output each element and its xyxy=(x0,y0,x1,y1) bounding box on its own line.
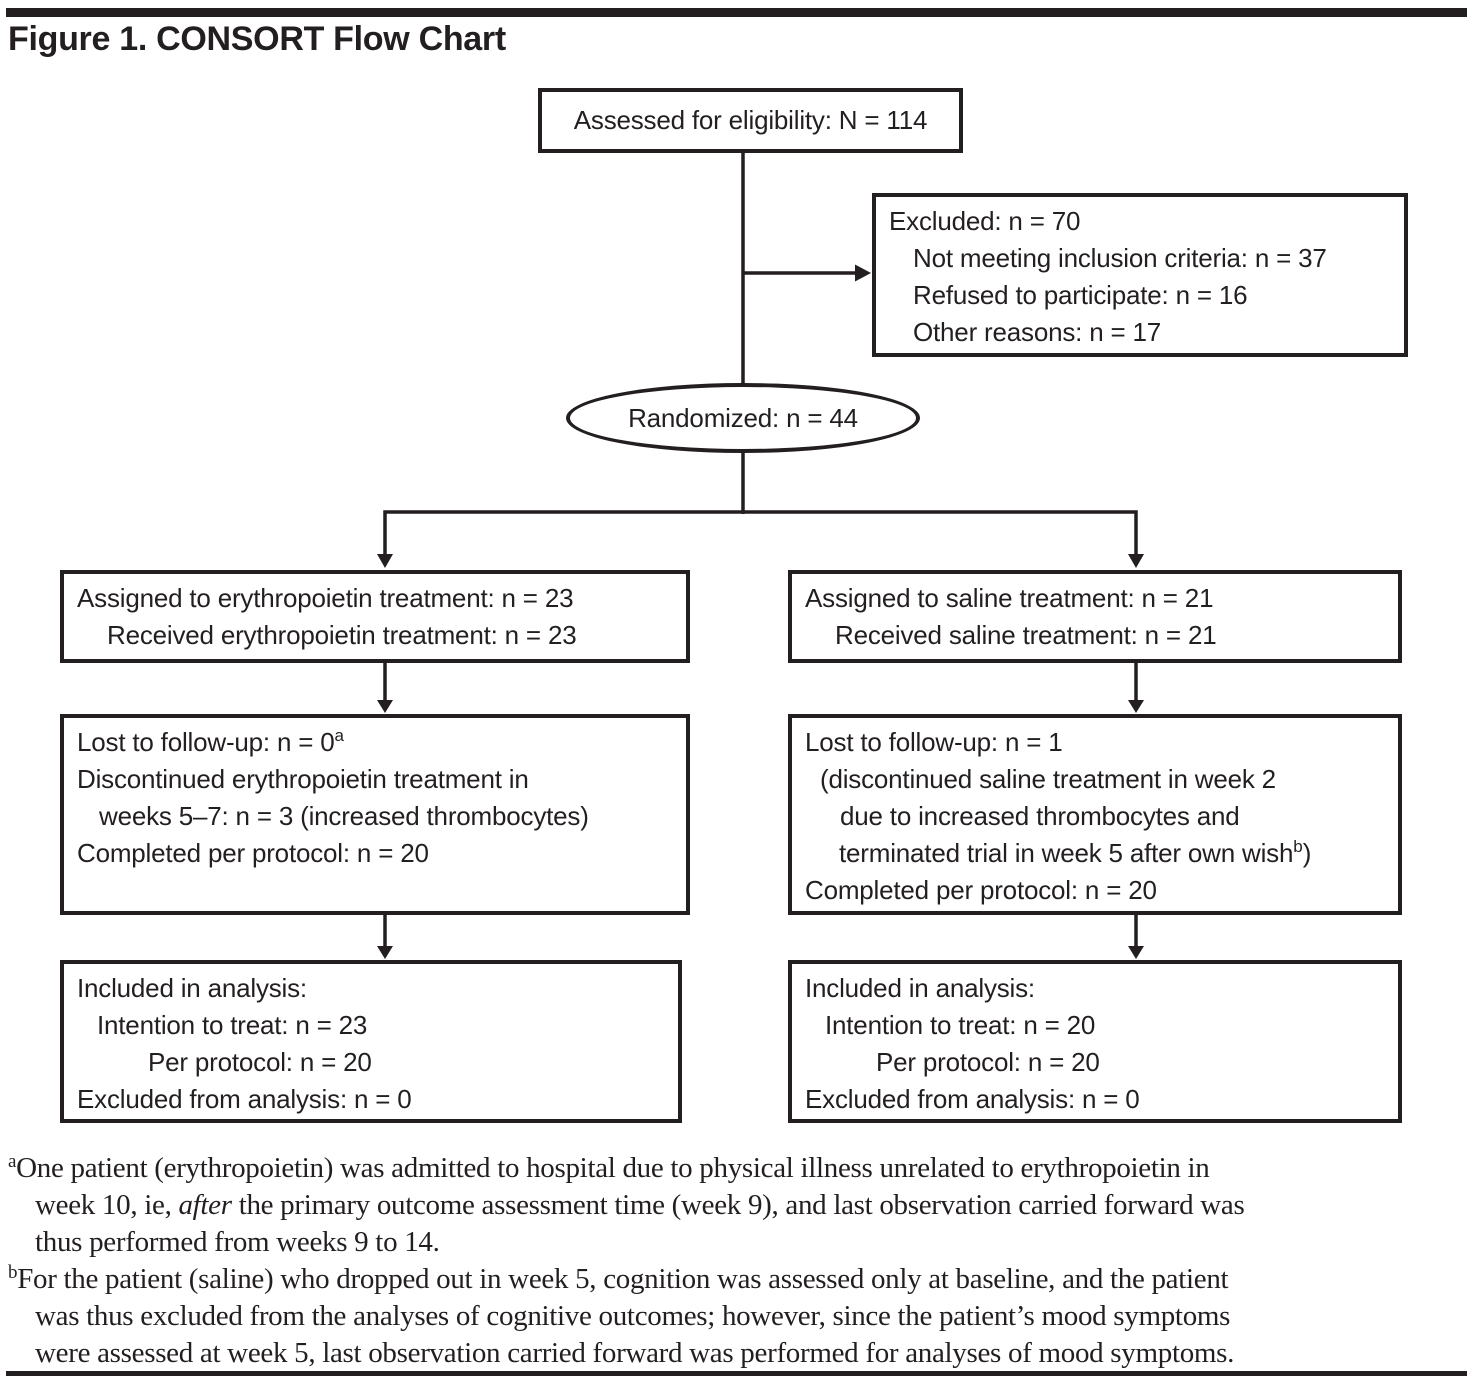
arrowhead-analysis-right xyxy=(1128,946,1144,959)
box-line: Excluded from analysis: n = 0 xyxy=(805,1084,1140,1114)
footnote-line xyxy=(8,1335,1470,1372)
branch-arrowhead-left xyxy=(377,554,393,568)
footnote-text-italic: after xyxy=(178,1189,232,1221)
footnote-line xyxy=(8,1150,1470,1187)
footnote-line xyxy=(8,1298,1470,1335)
box-line: Assigned to saline treatment: n = 21 xyxy=(805,583,1214,613)
excluded-box xyxy=(872,193,1408,357)
branch-line xyxy=(385,512,1136,555)
randomized-ellipse xyxy=(566,383,920,453)
footnote-marker-b: b xyxy=(8,1262,18,1283)
superscript-b: b xyxy=(1293,837,1303,856)
excluded-arrowhead xyxy=(855,265,871,282)
footnote-b xyxy=(8,1261,1470,1372)
footnote-text: was thus excluded from the analyses of cognitive outcomes; however, since the patient’s mood symptoms xyxy=(35,1300,1231,1332)
footnote-a xyxy=(8,1150,1470,1261)
box-line: Discontinued erythropoietin treatment in xyxy=(77,764,529,794)
box-line: Per protocol: n = 20 xyxy=(876,1047,1100,1077)
lost-saline-box xyxy=(788,714,1402,915)
superscript-a: a xyxy=(334,726,344,745)
footnote-text: thus performed from weeks 9 to 14. xyxy=(35,1226,440,1258)
analysis-saline-box xyxy=(788,960,1402,1123)
footnote-line xyxy=(8,1224,1470,1261)
footnote-text: One patient (erythropoietin) was admitted to hospital due to physical illness unrelated to erythropoietin in xyxy=(16,1152,1210,1184)
box-line-text: Lost to follow-up: n = 0 xyxy=(77,727,335,757)
box-line-text: ) xyxy=(1302,838,1312,868)
box-line: Per protocol: n = 20 xyxy=(148,1047,372,1077)
box-line xyxy=(77,724,678,761)
box-line: Included in analysis: xyxy=(805,973,1035,1003)
box-line: Refused to participate: n = 16 xyxy=(913,280,1248,310)
assessed-box xyxy=(538,88,963,153)
analysis-epo-box xyxy=(60,960,682,1123)
box-line: due to increased thrombocytes and xyxy=(840,801,1240,831)
box-line xyxy=(805,835,1390,872)
box-line: Completed per protocol: n = 20 xyxy=(805,875,1157,905)
box-line: Excluded from analysis: n = 0 xyxy=(77,1084,412,1114)
box-line: Not meeting inclusion criteria: n = 37 xyxy=(913,243,1327,273)
arrowhead-lost-left xyxy=(377,700,393,713)
box-line: weeks 5–7: n = 3 (increased thrombocytes) xyxy=(99,801,589,831)
box-line: Completed per protocol: n = 20 xyxy=(77,838,429,868)
box-line: Assessed for eligibility: N = 114 xyxy=(573,105,928,135)
box-line: Received saline treatment: n = 21 xyxy=(835,620,1217,650)
bottom-rule xyxy=(6,1371,1467,1376)
footnote-line xyxy=(8,1187,1470,1224)
footnote-text: week 10, ie, xyxy=(35,1189,179,1221)
box-line: Excluded: n = 70 xyxy=(889,206,1081,236)
box-line: Intention to treat: n = 20 xyxy=(825,1010,1096,1040)
assigned-epo-box xyxy=(60,570,690,663)
footnote-line xyxy=(8,1261,1470,1298)
footnote-text: For the patient (saline) who dropped out in week 5, cognition was assessed only at baseline, and the patient xyxy=(17,1263,1229,1295)
assigned-saline-box xyxy=(788,570,1402,663)
footnote-text: were assessed at week 5, last observation carried forward was performed for analyses of mood symptoms. xyxy=(35,1337,1235,1369)
arrowhead-lost-right xyxy=(1128,700,1144,713)
box-line-text: terminated trial in week 5 after own wish xyxy=(839,838,1294,868)
box-line: Received erythropoietin treatment: n = 23 xyxy=(107,620,577,650)
box-line: Intention to treat: n = 23 xyxy=(97,1010,368,1040)
lost-epo-box xyxy=(60,714,690,915)
footnote-text: the primary outcome assessment time (week 9), and last observation carried forward was xyxy=(231,1189,1245,1221)
box-line: Lost to follow-up: n = 1 xyxy=(805,727,1063,757)
footnote-marker-a: a xyxy=(8,1151,17,1172)
page-title: Figure 1. CONSORT Flow Chart xyxy=(8,20,506,58)
branch-arrowhead-right xyxy=(1128,554,1144,568)
box-line: Assigned to erythropoietin treatment: n = 23 xyxy=(77,583,574,613)
arrowhead-analysis-left xyxy=(377,946,393,959)
box-line: Other reasons: n = 17 xyxy=(913,317,1162,347)
box-line: (discontinued saline treatment in week 2 xyxy=(820,764,1276,794)
box-line: Randomized: n = 44 xyxy=(628,402,858,433)
box-line: Included in analysis: xyxy=(77,973,307,1003)
